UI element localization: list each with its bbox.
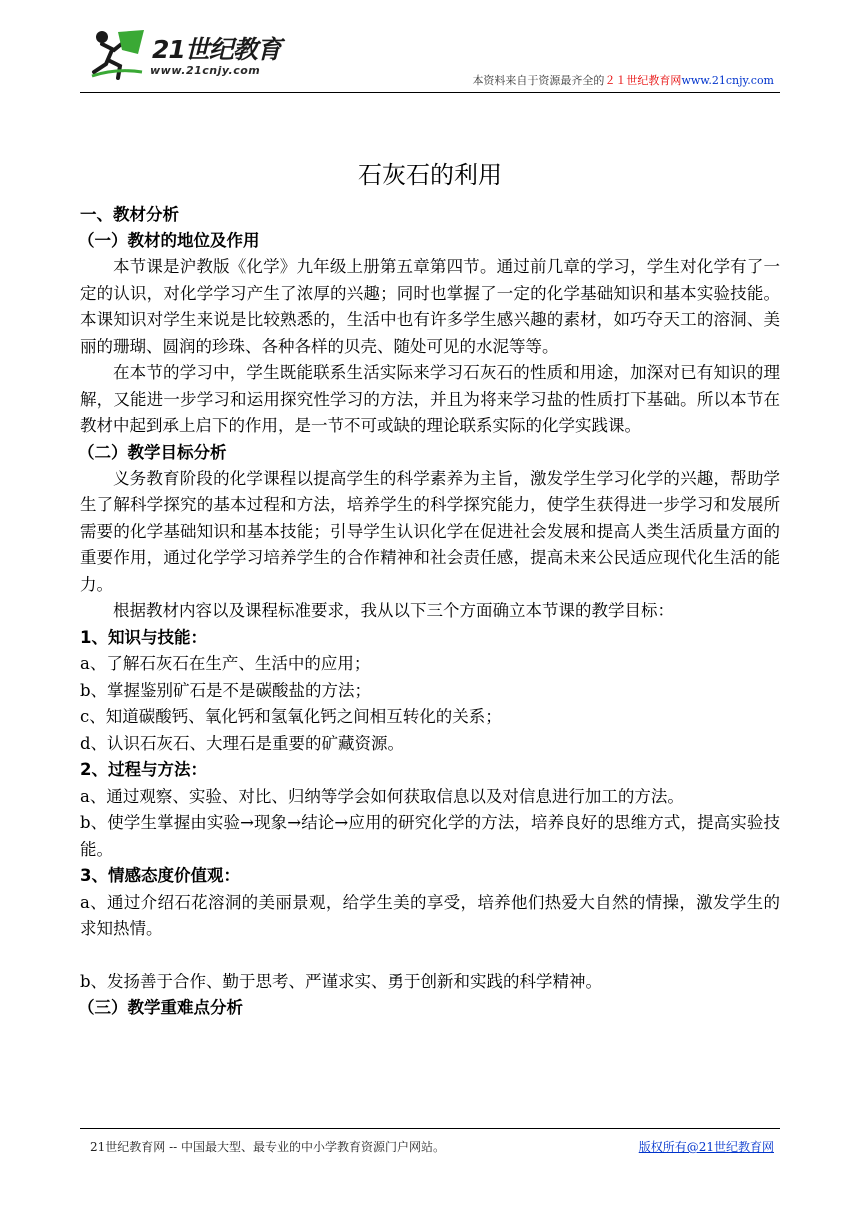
page-footer xyxy=(80,1128,780,1154)
goal-heading-2: 2、过程与方法： xyxy=(80,760,207,779)
list-item: b、掌握鉴别矿石是不是碳酸盐的方法； xyxy=(80,680,372,700)
document-body xyxy=(80,158,780,1021)
list-item: a、通过观察、实验、对比、归纳等学会如何获取信息以及对信息进行加工的方法。 xyxy=(80,786,684,806)
site-logo[interactable] xyxy=(80,24,320,86)
list-item: c、知道碳酸钙、氧化钙和氢氧化钙之间相互转化的关系； xyxy=(80,707,502,726)
header-note-site[interactable]: ２１世纪教育网 xyxy=(604,74,682,87)
footer-copyright-link[interactable]: 版权所有@21世纪教育网 xyxy=(638,1140,774,1154)
footer-site-text: 21世纪教育网 -- 中国最大型、最专业的中小学教育资源门户网站。 xyxy=(90,1140,446,1154)
list-item: a、了解石灰石在生产、生活中的应用； xyxy=(80,654,371,673)
paragraph-4: 根据教材内容以及课程标准要求，我从以下三个方面确立本节课的教学目标： xyxy=(113,601,674,620)
list-item: d、认识石灰石、大理石是重要的矿藏资源。 xyxy=(80,733,405,753)
subsection-heading-3: （三）教学重难点分析 xyxy=(78,998,243,1017)
header-source-note xyxy=(472,72,774,88)
goal-heading-3: 3、情感态度价值观： xyxy=(80,866,240,885)
logo-url: www.21cnjy.com xyxy=(150,64,261,77)
page-header xyxy=(80,24,780,94)
list-item: b、发扬善于合作、勤于思考、严谨求实、勇于创新和实践的科学精神。 xyxy=(80,971,603,991)
list-item: a、通过介绍石花溶洞的美丽景观，给学生美的享受，培养他们热爱大自然的情操，激发学生的求知热情。 xyxy=(80,892,780,938)
header-divider xyxy=(80,92,780,93)
runner-logo-icon xyxy=(88,28,146,80)
subsection-heading-1: （一）教材的地位及作用 xyxy=(78,231,260,250)
blank-line xyxy=(80,943,780,969)
logo-text: 21世纪教育 xyxy=(152,35,281,64)
paragraph-2: 在本节的学习中，学生既能联系生活实际来学习石灰石的性质和用途，加深对已有知识的理解，又能进一步学习和运用探究性学习的方法，并且为将来学习盐的性质打下基础。所以本节在教材中起到承上启下的作用，是一节不可或缺的理论联系实际的化学实践课。 xyxy=(80,363,780,435)
paragraph-1: 本节课是沪教版《化学》九年级上册第五章第四节。通过前几章的学习，学生对化学有了一定的认识，对化学学习产生了浓厚的兴趣；同时也掌握了一定的化学基础知识和基本实验技能。本课知识对学生来说是比较熟悉的，生活中也有许多学生感兴趣的素材，如巧夺天工的溶洞、美丽的珊瑚、圆润的珍珠、各种各样的贝壳、随处可见的水泥等等。 xyxy=(80,257,780,356)
subsection-heading-2: （二）教学目标分析 xyxy=(78,442,227,462)
document-title: 石灰石的利用 xyxy=(358,161,502,189)
footer-divider xyxy=(80,1128,780,1129)
header-note-prefix: 本资料来自于资源最齐全的 xyxy=(472,74,605,87)
paragraph-3: 义务教育阶段的化学课程以提高学生的科学素养为主旨，激发学生学习化学的兴趣，帮助学生了解科学探究的基本过程和方法，培养学生的科学探究能力，使学生获得进一步学习和发展所需要的化学基础知识和基本技能；引导学生认识化学在促进社会发展和提高人类生活质量方面的重要作用，通过化学学习培养学生的合作精神和社会责任感，提高未来公民适应现代化生活的能力。 xyxy=(80,468,780,594)
goal-heading-1: 1、知识与技能： xyxy=(80,627,207,647)
header-note-url[interactable]: www.21cnjy.com xyxy=(681,74,774,87)
section-heading-1: 一、教材分析 xyxy=(80,205,179,224)
list-item: b、使学生掌握由实验→现象→结论→应用的研究化学的方法，培养良好的思维方式，提高实验技能。 xyxy=(80,813,780,859)
